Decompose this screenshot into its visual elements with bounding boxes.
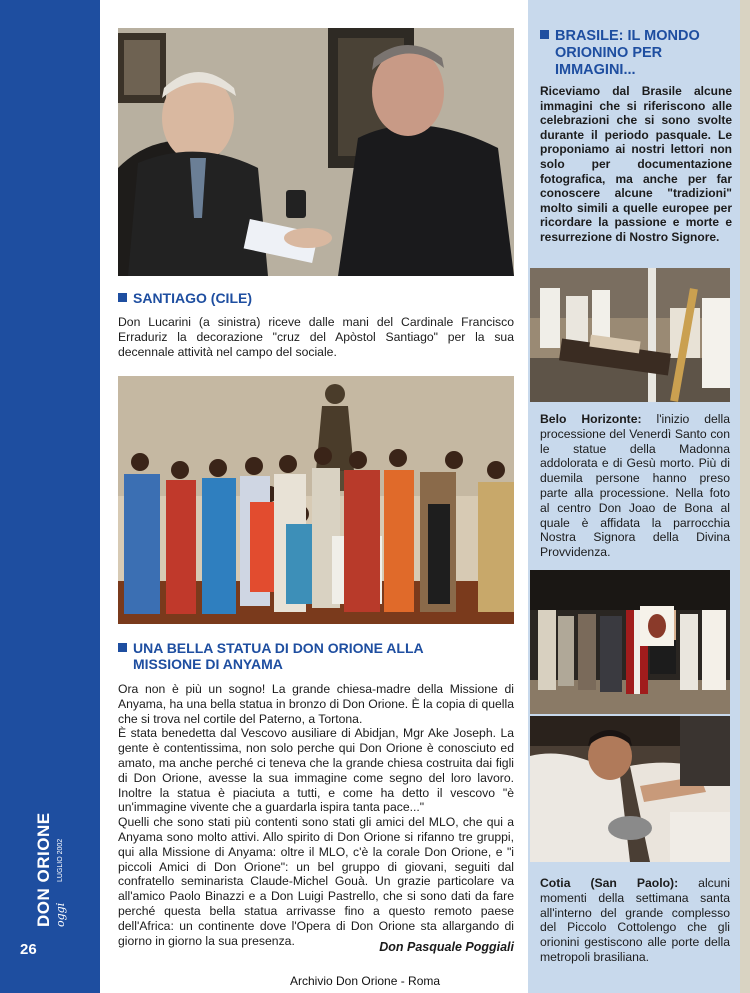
- issue-date: LUGLIO 2002: [57, 838, 64, 882]
- brasile-heading: [540, 28, 730, 79]
- anyama-article: [118, 682, 514, 948]
- article-signature: Don Pasquale Poggiali: [379, 940, 514, 954]
- page-number: 26: [20, 941, 37, 958]
- anyama-paragraph: Ora non è più un sogno! La grande chiesa-madre della Missione di Anyama, ha una bella statua in bronzo di Don Orione. È la copia di quella che si trova nel cortile del Paterno, a Tortona.: [118, 682, 514, 726]
- santiago-photo: [118, 28, 514, 276]
- cotia-caption: [540, 876, 730, 965]
- magazine-masthead: [34, 812, 84, 927]
- santiago-heading-text: SANTIAGO (CILE): [133, 290, 252, 306]
- belo-horizonte-photo: [530, 268, 730, 402]
- magazine-title: DON ORIONE: [34, 812, 53, 927]
- heading-bullet: [540, 30, 549, 39]
- archive-footer: Archivio Don Orione - Roma: [290, 974, 441, 988]
- anyama-group-photo: [118, 376, 514, 624]
- anyama-paragraph: Quelli che sono stati più contenti sono stati gli amici del MLO, che qui a Anyama sono molto attivi. Allo spirito di Don Orione si rifanno tre gruppi, qui alla Missione di Anyama: oltre il MLO, c'è la corale Don Orione, e "i piccoli Amici di Don Orione": un bel gruppo di giovani, seguiti dal confratello seminarista Claude-Michel Gouà. Un grazie particolare va all'amico Paolo Binazzi e a Don Luigi Pastrello, che si sono dati da fare perché questa bella statua arrivasse fino a questo remoto paese dell'Africa: un continente dove l'Opera di Don Orione sta allargando di giorno in giorno la sua presenza.: [118, 815, 514, 948]
- anyama-heading-line1: UNA BELLA STATUA DI DON ORIONE ALLA: [133, 640, 424, 656]
- anyama-heading: [118, 640, 514, 672]
- belo-horizonte-caption: [540, 412, 730, 560]
- heading-bullet: [118, 643, 127, 652]
- anyama-paragraph: È stata benedetta dal Vescovo ausiliare di Abidjan, Mgr Ake Joseph. La gente è contentissima, non solo perche qui Don Orione è conosciuto ed amato, ma anche perché ci teneva che la grande chiesa costruita dai figli di Don Orione, avesse la sua immagine come segno del loro lavoro. Inoltre la statua è piaciuta a tutti, e come ha detto il vescovo "è un'immagine vivente che a guardarla ispira tanta pace...": [118, 726, 514, 815]
- brasile-heading-line1: BRASILE: IL MONDO: [555, 28, 700, 44]
- cotia-foot-washing-photo: [530, 716, 730, 862]
- brasile-heading-line3: IMMAGINI...: [555, 62, 636, 78]
- santiago-heading: [118, 290, 514, 306]
- anyama-heading-line2: MISSIONE DI ANYAMA: [133, 656, 283, 672]
- page-edge: [740, 0, 750, 993]
- brasile-heading-line2: ORIONINO PER: [555, 45, 663, 61]
- caption-text: l'inizio della processione del Venerdì Santo con le statue della Madonna addolorata e di Gesù morto. Più di duemila persone hanno preso parte alla processione. Nella foto al centro Don Joao de Bona al quale è affidata la parrocchia Nostra Signora della Divina Provvidenza.: [540, 412, 730, 560]
- cotia-procession-photo: [530, 570, 730, 714]
- caption-place: Belo Horizonte:: [540, 412, 642, 426]
- heading-bullet: [118, 293, 127, 302]
- caption-text: alcuni momenti della settimana santa all'interno del grande complesso del Piccolo Cottolengo che gli orionini gestiscono alle porte della metropoli brasiliana.: [540, 876, 731, 964]
- brasile-intro: Riceviamo dal Brasile alcune immagini che si riferiscono alle celebrazioni che si sono svolte durante il periodo pasquale. Le proponiamo ai nostri lettori non solo per documentazione fotografica, ma anche per far conoscere alcune "tradizioni" molto simili a quelle europee per ricordare la passione e morte e resurrezione di Nostro Signore.: [540, 84, 732, 244]
- caption-place: Cotia (San Paolo):: [540, 876, 679, 890]
- santiago-caption: Don Lucarini (a sinistra) riceve dalle mani del Cardinale Francisco Erraduriz la decorazione "cruz del Apòstol Santiago" per la sua decennale attività nel campo del sociale.: [118, 315, 514, 359]
- magazine-subtitle: oggi: [54, 902, 67, 927]
